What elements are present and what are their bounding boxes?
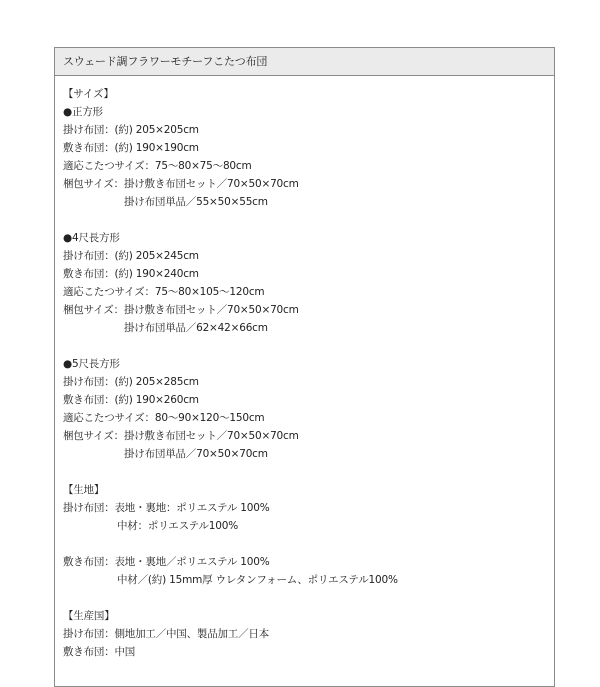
fabric-top-line1: 掛け布団：表地・裏地：ポリエステル 100% (63, 502, 270, 514)
size-rect4-pack-single: 掛け布団単品／62×42×66cm (124, 322, 268, 334)
size-rect5-pack-set: 梱包サイズ：掛け敷き布団セット／70×50×70cm (63, 430, 299, 442)
fabric-top-line2: 中材：ポリエステル100% (117, 520, 238, 532)
spec-panel (54, 47, 555, 687)
size-rect5-bottom-futon: 敷き布団：(約) 190×260cm (63, 394, 199, 406)
size-square-top-futon: 掛け布団：(約) 205×205cm (63, 124, 199, 136)
origin-bottom: 敷き布団：中国 (63, 646, 136, 658)
origin-heading: 【生産国】 (63, 610, 115, 622)
spacer (63, 337, 554, 355)
spec-body (55, 76, 554, 661)
spacer (63, 589, 554, 607)
size-rect5-top-futon: 掛け布団：(約) 205×285cm (63, 376, 199, 388)
size-rect5-table-size: 適応こたつサイズ：80～90×120～150cm (63, 412, 265, 424)
spacer (63, 535, 554, 553)
size-rect4-block (63, 229, 554, 337)
origin-top: 掛け布団：側地加工／中国、製品加工／日本 (63, 628, 269, 640)
origin-block (63, 607, 554, 661)
size-rect4-bottom-futon: 敷き布団：(約) 190×240cm (63, 268, 199, 280)
size-rect4-top-futon: 掛け布団：(約) 205×245cm (63, 250, 199, 262)
size-rect4-pack-set: 梱包サイズ：掛け敷き布団セット／70×50×70cm (63, 304, 299, 316)
fabric-heading: 【生地】 (63, 484, 105, 496)
size-rect5-label: ●5尺長方形 (63, 358, 120, 370)
size-square-bottom-futon: 敷き布団：(約) 190×190cm (63, 142, 199, 154)
fabric-bottom-line1: 敷き布団：表地・裏地／ポリエステル 100% (63, 556, 270, 568)
size-square-label: ●正方形 (63, 106, 103, 118)
size-heading: 【サイズ】 (63, 88, 114, 100)
size-square-block (63, 103, 554, 211)
fabric-bottom-line2: 中材／(約) 15mm厚 ウレタンフォーム、ポリエステル100% (117, 574, 398, 586)
size-rect4-label: ●4尺長方形 (63, 232, 120, 244)
size-square-pack-set: 梱包サイズ：掛け敷き布団セット／70×50×70cm (63, 178, 299, 190)
size-rect4-table-size: 適応こたつサイズ：75～80×105～120cm (63, 286, 265, 298)
size-rect5-block (63, 355, 554, 463)
size-square-pack-single: 掛け布団単品／55×50×55cm (124, 196, 268, 208)
spacer (63, 463, 554, 481)
size-rect5-pack-single: 掛け布団単品／70×50×70cm (124, 448, 268, 460)
fabric-block (63, 481, 554, 589)
product-title: スウェード調フラワーモチーフこたつ布団 (55, 48, 554, 76)
size-square-table-size: 適応こたつサイズ：75～80×75～80cm (63, 160, 252, 172)
spacer (63, 211, 554, 229)
